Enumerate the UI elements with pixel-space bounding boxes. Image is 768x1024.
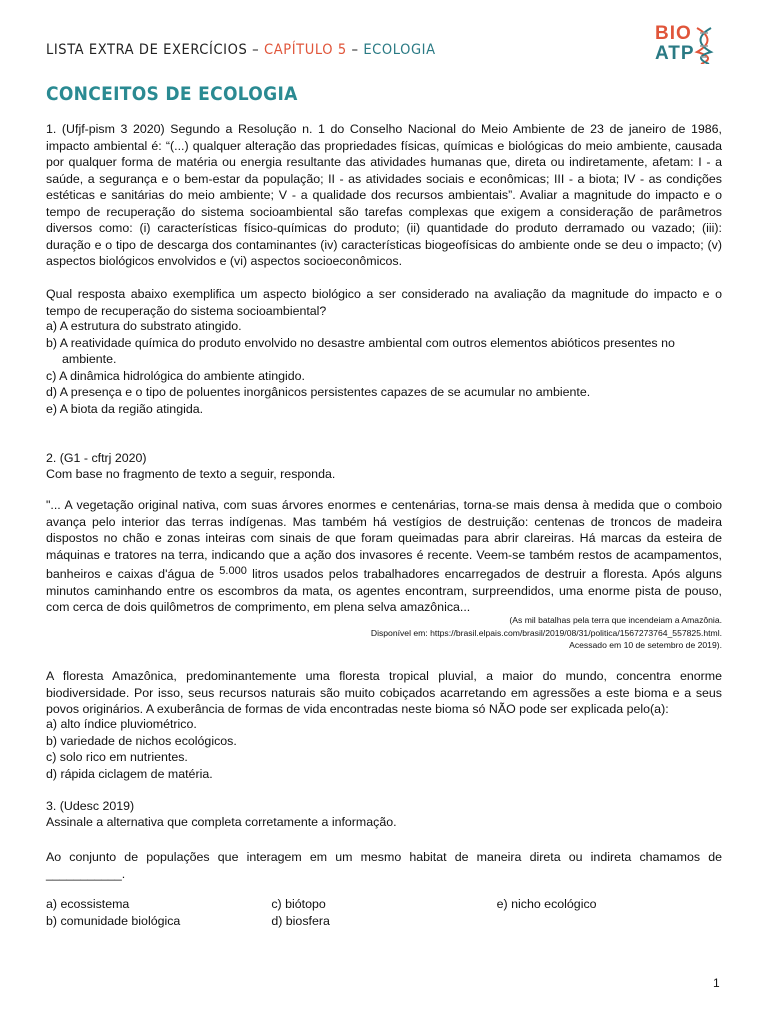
page-header	[46, 42, 436, 58]
option-b: b) comunidade biológica	[46, 913, 181, 928]
q2-quote	[46, 497, 722, 616]
option-d: d) rápida ciclagem de matéria.	[46, 766, 213, 781]
header-dash: –	[252, 42, 260, 58]
header-prefix: LISTA EXTRA DE EXERCÍCIOS	[46, 42, 248, 58]
option-c: c) solo rico em nutrientes.	[46, 750, 188, 764]
q3-statement: Ao conjunto de populações que interagem em um mesmo habitat de maneira direta ou indireta chamamos de ___________.	[46, 850, 722, 881]
q1-statement: 1. (Ufjf-pism 3 2020) Segundo a Resolução n. 1 do Conselho Nacional do Meio Ambiente de 23 de janeiro de 1986, impacto ambiental é: “(...) qualquer alteração das propriedades físicas, químicas e biológicas do meio ambiente, causada por qualquer forma de matéria ou energia resultante das atividades humanas que, direta ou indiretamente, afetam: I - a saúde, a segurança e o bem-estar da população; II - as atividades sociais e econômicas; III - a biota; IV - as condições estéticas e sanitárias do meio ambiente; V - a qualidade dos recursos ambientais”. Avaliar a magnitude do impacto e o tempo de recuperação do sistema socioambiental são tarefas complexas que exigem a consideração de parâmetros diversos como: (i) características físico-químicas do produto; (ii) quantidade do produto derramado ou vazado; (iii): duração e o tipo de descarga dos contaminantes (iv) características biogeofísicas do ambiente onde se deu o impacto; (v) aspectos biológicos envolvidos e (vi) aspectos socioeconômicos.	[46, 122, 722, 268]
option-e: e) nicho ecológico	[496, 897, 597, 911]
option-b: b) A reatividade química do produto envolvido no desastre ambiental com outros elementos abióticos presentes no ambiente.	[46, 335, 675, 366]
option-a: a) ecossistema	[46, 897, 130, 911]
q1-options	[46, 318, 722, 417]
citation-line: Acessado em 10 de setembro de 2019).	[569, 640, 722, 650]
q3-head: 3. (Udesc 2019)	[46, 799, 135, 813]
header-chapter: CAPÍTULO 5	[264, 42, 347, 58]
quote-part-a: "... A vegetação original nativa, com suas árvores enormes e centenárias, torna-se mais densa à medida que o comboio avança pelo interior das terras indígenas. Mas também há vestígios de destruição: centenas de troncos de madeira dispostos no chão e zonas inteiras com sinais de que foram queimadas para abrir clareiras. Há marcas da esteira de máquinas e tratores na terra, indicando que a ação dos invasores é recente. Veem-se também restos de acampamentos, banheiros e caixas d'água de	[46, 498, 722, 581]
q3-instruction: Assinale a alternativa que completa corretamente a informação.	[46, 815, 397, 829]
options-column-1	[46, 896, 271, 929]
q2-citation	[371, 614, 722, 652]
option-c: c) biótopo	[271, 897, 326, 911]
option-c: c) A dinâmica hidrológica do ambiente atingido.	[46, 368, 305, 383]
option-a: a) A estrutura do substrato atingido.	[46, 319, 242, 333]
option-d: d) biosfera	[271, 913, 330, 928]
dna-icon	[693, 26, 719, 64]
citation-line: (As mil batalhas pela terra que incendeiam a Amazônia.	[509, 615, 722, 625]
option-a: a) alto índice pluviométrico.	[46, 717, 197, 731]
page-number: 1	[713, 976, 720, 990]
q2-intro: Com base no fragmento de texto a seguir, responda.	[46, 467, 336, 481]
logo-line-2: ATP	[655, 43, 695, 64]
options-column-3	[497, 896, 722, 929]
logo-line-1: BIO	[655, 23, 692, 44]
option-e: e) A biota da região atingida.	[46, 401, 204, 416]
bioatp-logo	[655, 23, 725, 65]
section-title: CONCEITOS DE ECOLOGIA	[46, 83, 298, 105]
quote-part-b: litros usados pelos trabalhadores encarregados de destruir a floresta. Após alguns minutos caminhando entre os escombros da mata, os agentes encontram, surpreendidos, uma enorme pista de pouso, com cerca de dois quilômetros de comprimento, em plena selva amazônica...	[46, 567, 722, 614]
option-d: d) A presença e o tipo de poluentes inorgânicos persistentes capazes de se acumular no ambiente.	[46, 385, 591, 399]
quote-number: 5.000	[219, 565, 247, 577]
q2-head: 2. (G1 - cftrj 2020)	[46, 451, 147, 465]
q1-question: Qual resposta abaixo exemplifica um aspecto biológico a ser considerado na avaliação da magnitude do impacto e o tempo de recuperação do sistema socioambiental?	[46, 287, 722, 318]
header-topic: ECOLOGIA	[363, 42, 436, 58]
option-b: b) variedade de nichos ecológicos.	[46, 733, 237, 748]
citation-line: Disponível em: https://brasil.elpais.com/brasil/2019/08/31/politica/1567273764_557825.html.	[370, 627, 722, 638]
q2-options	[46, 716, 722, 782]
header-dash: –	[351, 42, 359, 58]
options-column-2	[271, 896, 496, 929]
q2-paragraph: A floresta Amazônica, predominantemente uma floresta tropical pluvial, a maior do mundo, concentra enorme biodiversidade. Por isso, seus recursos naturais são muito cobiçados acarretando em agressões a este bioma e a seus povos originários. A exuberância de formas de vida encontradas neste bioma só NÃO pode ser explicada pelo(a):	[46, 669, 722, 716]
q3-options	[46, 896, 722, 929]
